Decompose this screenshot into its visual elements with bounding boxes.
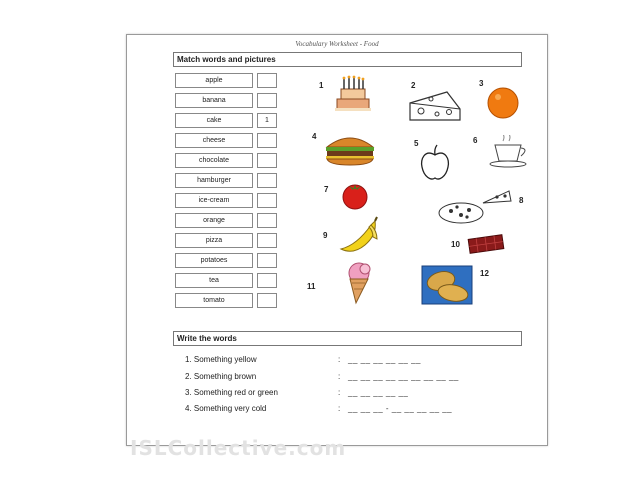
- answer-box[interactable]: [257, 93, 277, 108]
- answer-box[interactable]: [257, 193, 277, 208]
- word-row: [175, 213, 280, 228]
- banana-icon: [337, 215, 383, 257]
- picture-number: 4: [312, 132, 317, 141]
- answer-blanks[interactable]: __ __ __ __ __ __ __ __ __: [348, 372, 459, 381]
- pizza-icon: [437, 185, 517, 227]
- answer-box[interactable]: [257, 273, 277, 288]
- picture-number: 9: [323, 231, 328, 240]
- answer-box[interactable]: [257, 293, 277, 308]
- watermark-text: ISLCollective.com: [130, 436, 347, 460]
- word-label: cheese: [175, 133, 253, 148]
- tomato-icon: [337, 179, 373, 211]
- word-label: tea: [175, 273, 253, 288]
- cake-icon: [333, 75, 373, 113]
- tea-cup-icon: [487, 135, 535, 171]
- worksheet-page: [126, 34, 548, 446]
- word-row: [175, 273, 280, 288]
- word-label: hamburger: [175, 173, 253, 188]
- word-label: banana: [175, 93, 253, 108]
- answer-blanks[interactable]: __ __ __ __ __ __: [348, 355, 422, 364]
- word-label: chocolate: [175, 153, 253, 168]
- word-label: potatoes: [175, 253, 253, 268]
- worksheet-title: Vocabulary Worksheet - Food: [295, 40, 379, 48]
- word-row: [175, 233, 280, 248]
- answer-box[interactable]: [257, 253, 277, 268]
- question-colon: :: [338, 355, 341, 364]
- match-section-header: Match words and pictures: [173, 52, 522, 67]
- answer-box[interactable]: [257, 133, 277, 148]
- answer-box[interactable]: [257, 73, 277, 88]
- question-colon: :: [338, 404, 341, 413]
- answer-box[interactable]: [257, 153, 277, 168]
- question-colon: :: [338, 372, 341, 381]
- hamburger-icon: [323, 133, 377, 167]
- word-row: [175, 113, 280, 128]
- answer-box[interactable]: 1: [257, 113, 277, 128]
- answer-box[interactable]: [257, 233, 277, 248]
- write-section-header: Write the words: [173, 331, 522, 346]
- cheese-icon: [407, 89, 463, 123]
- question-text: 4. Something very cold: [185, 404, 267, 413]
- question-text: 1. Something yellow: [185, 355, 257, 364]
- picture-number: 10: [451, 240, 460, 249]
- question-colon: :: [338, 388, 341, 397]
- word-label: cake: [175, 113, 253, 128]
- picture-number: 2: [411, 81, 416, 90]
- word-row: [175, 253, 280, 268]
- answer-box[interactable]: [257, 213, 277, 228]
- answer-box[interactable]: [257, 173, 277, 188]
- word-label: tomato: [175, 293, 253, 308]
- orange-icon: [483, 85, 523, 119]
- word-row: [175, 93, 280, 108]
- apple-icon: [419, 143, 451, 185]
- word-label: pizza: [175, 233, 253, 248]
- picture-number: 11: [307, 282, 316, 291]
- potatoes-icon: [421, 265, 473, 305]
- picture-number: 6: [473, 136, 478, 145]
- word-row: [175, 153, 280, 168]
- word-row: [175, 73, 280, 88]
- picture-number: 3: [479, 79, 484, 88]
- picture-number: 1: [319, 81, 324, 90]
- word-row: [175, 133, 280, 148]
- answer-blanks[interactable]: __ __ __ __ __: [348, 388, 409, 397]
- word-label: orange: [175, 213, 253, 228]
- word-row: [175, 173, 280, 188]
- word-row: [175, 193, 280, 208]
- chocolate-icon: [465, 231, 507, 257]
- answer-blanks[interactable]: __ __ __ - __ __ __ __ __: [348, 404, 453, 413]
- picture-number: 12: [480, 269, 489, 278]
- question-text: 3. Something red or green: [185, 388, 278, 397]
- question-text: 2. Something brown: [185, 372, 257, 381]
- picture-number: 8: [519, 196, 524, 205]
- picture-number: 7: [324, 185, 329, 194]
- picture-number: 5: [414, 139, 419, 148]
- ice-cream-icon: [341, 259, 377, 305]
- word-row: [175, 293, 280, 308]
- word-label: ice-cream: [175, 193, 253, 208]
- word-label: apple: [175, 73, 253, 88]
